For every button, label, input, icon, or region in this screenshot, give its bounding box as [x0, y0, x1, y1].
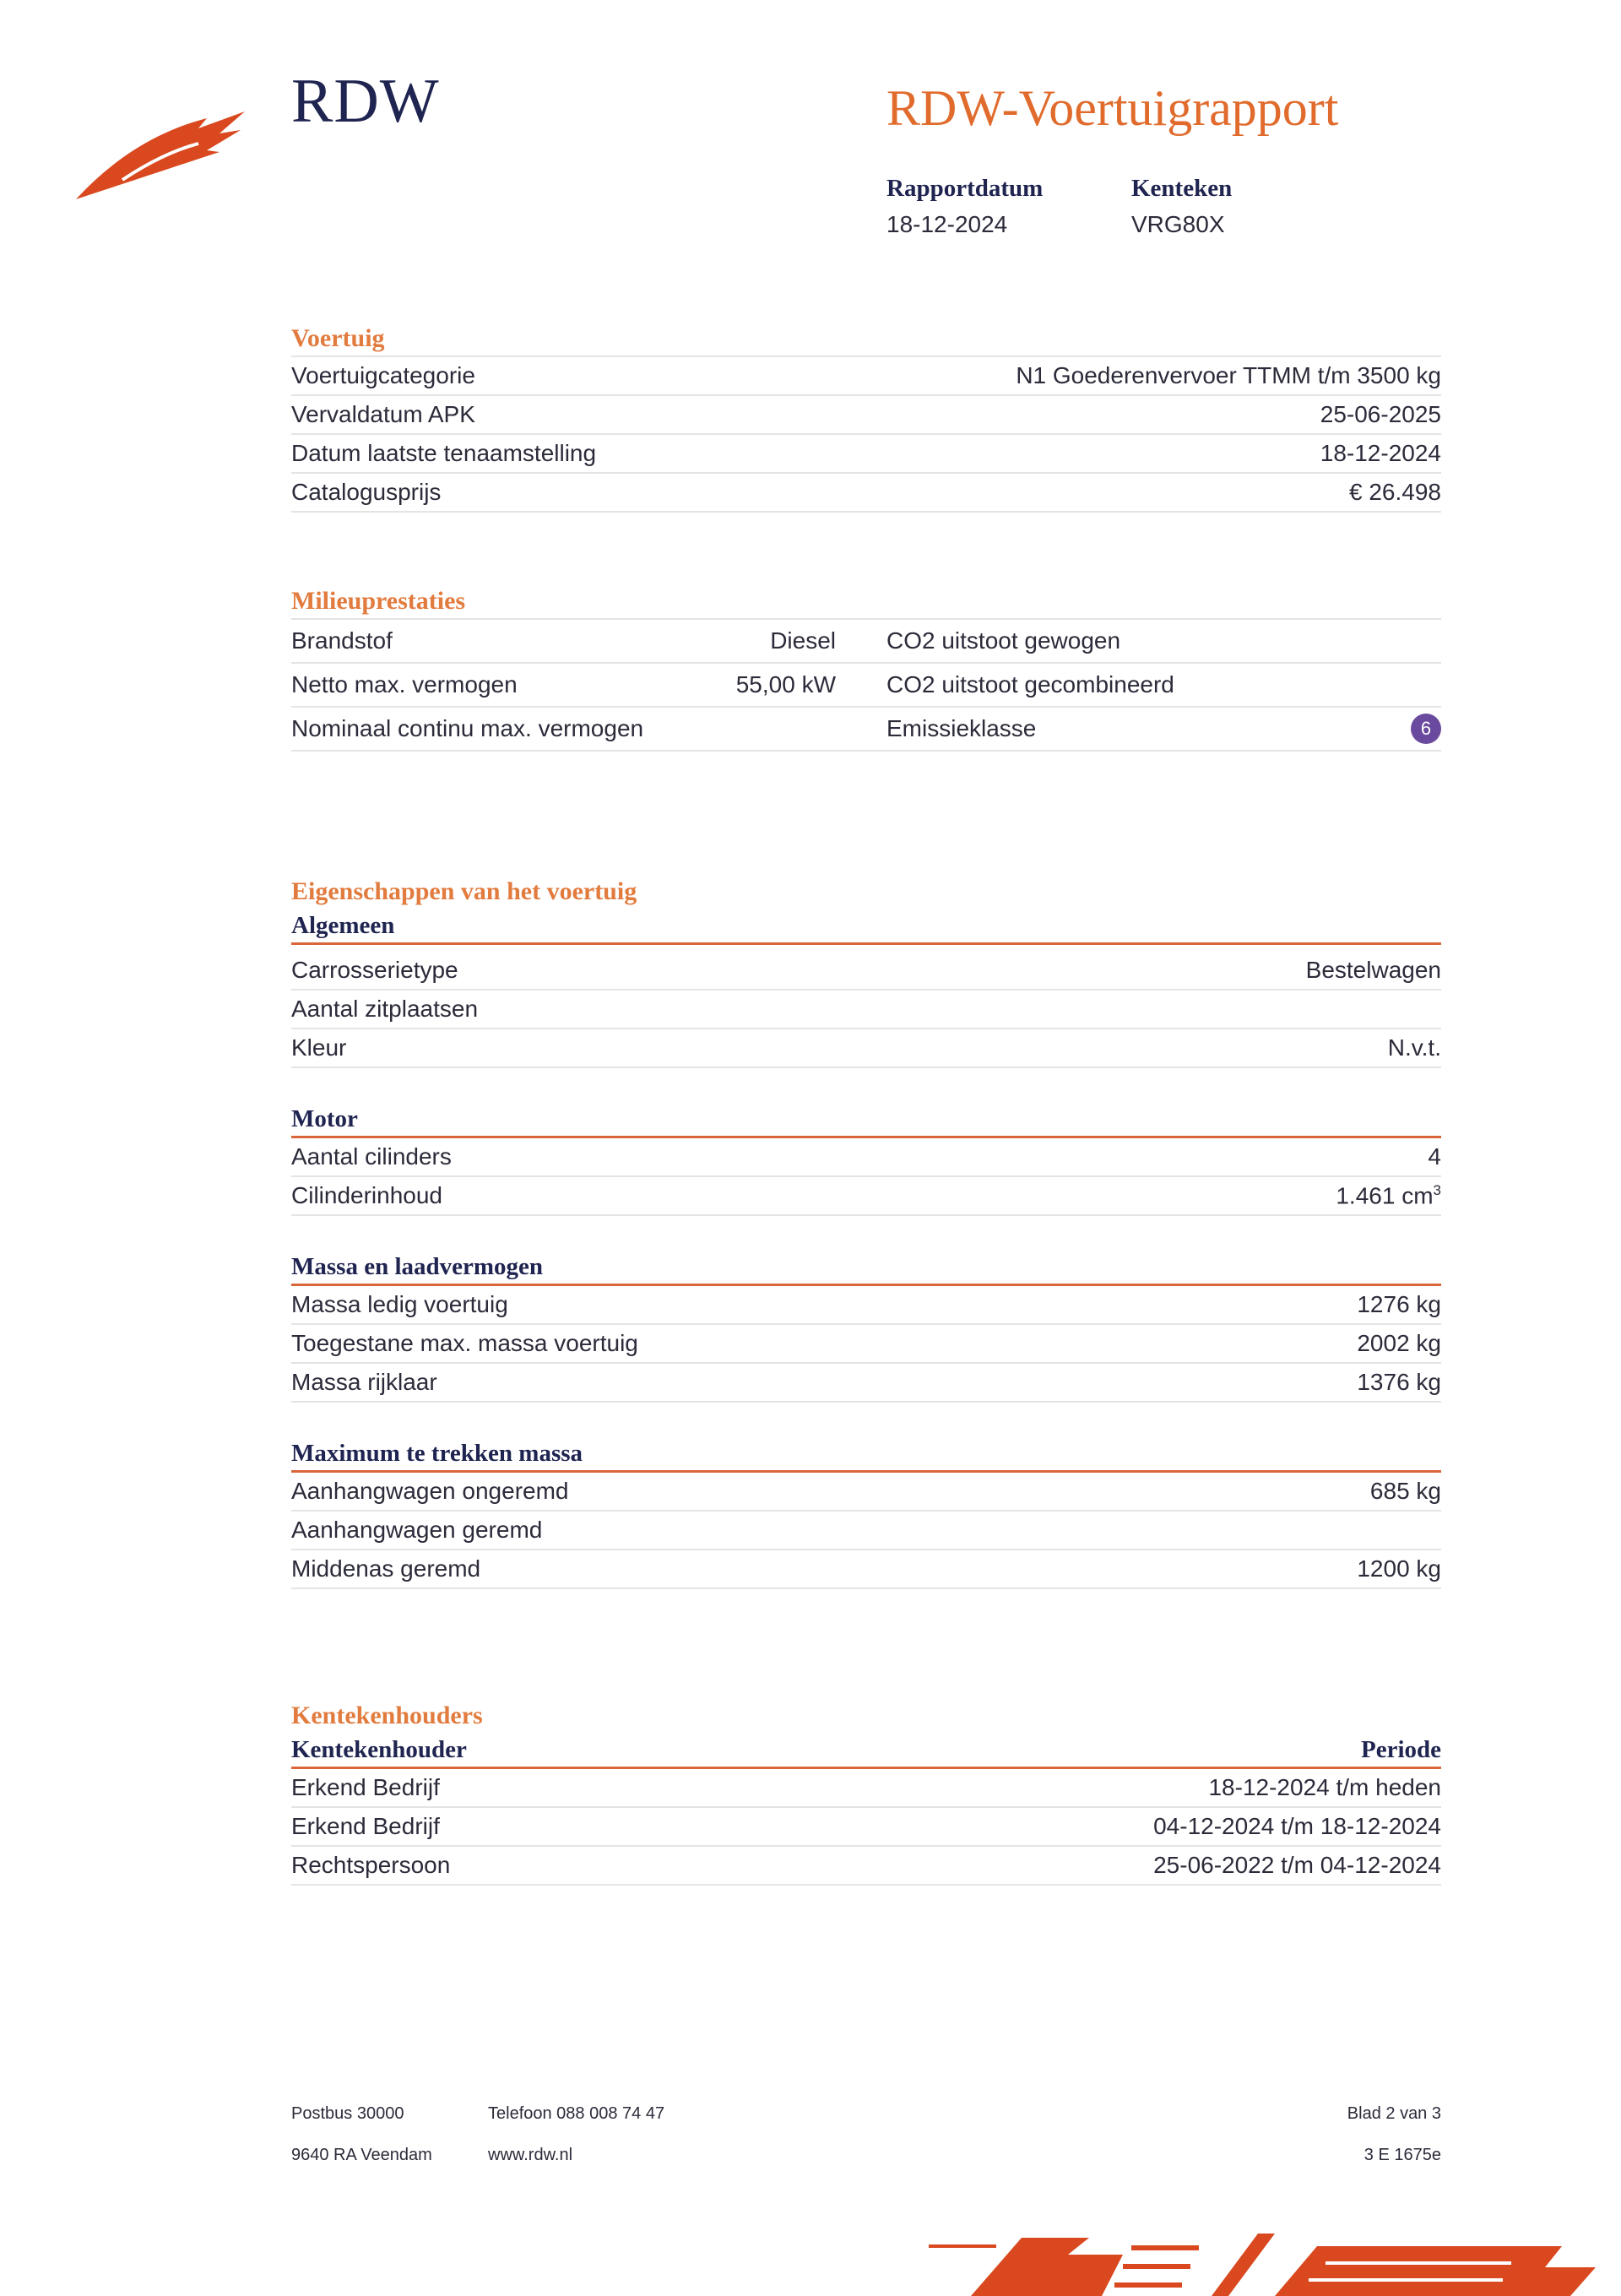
subsection-title-motor: Motor: [291, 1102, 1441, 1138]
section-title: Voertuig: [291, 324, 385, 352]
plate-number: VRG80X: [1131, 211, 1225, 237]
table-row: [291, 1473, 1441, 1512]
table-row: [291, 356, 1441, 396]
row-label: Middenas geremd: [291, 1555, 481, 1582]
emission-class-badge: 6: [1411, 714, 1441, 744]
row-value: 685 kg: [1369, 1478, 1441, 1504]
row-value: 2002 kg: [1357, 1330, 1441, 1356]
row-label-secondary: Emissieklasse: [886, 715, 1037, 741]
table-row: [291, 1364, 1441, 1403]
row-value: Bestelwagen: [1305, 957, 1441, 983]
decorative-stripes-icon: [920, 2229, 1621, 2296]
footer-document-code: 3 E 1675e: [1363, 2146, 1441, 2164]
row-label: Netto max. vermogen: [291, 671, 518, 697]
row-label: Datum laatste tenaamstelling: [291, 440, 597, 466]
table-row: [291, 474, 1441, 513]
row-value: 1200 kg: [1357, 1555, 1441, 1582]
section-milieuprestaties: [291, 584, 1441, 752]
section-title: Kentekenhouders: [291, 1702, 483, 1729]
row-label: Toegestane max. massa voertuig: [291, 1330, 638, 1356]
footer-postbus: Postbus 30000: [291, 2104, 404, 2123]
row-label: Voertuigcategorie: [291, 362, 475, 388]
row-label: Vervaldatum APK: [291, 401, 475, 427]
table-row: [291, 396, 1441, 435]
table-row: [291, 1550, 1441, 1589]
table-row: [291, 1808, 1441, 1847]
section-eigenschappen: [291, 875, 1441, 1589]
section-kentekenhouders: [291, 1699, 1441, 1886]
row-value: 1276 kg: [1357, 1291, 1441, 1317]
section-title: Eigenschappen van het voertuig: [291, 877, 637, 905]
row-label: Erkend Bedrijf: [291, 1813, 440, 1839]
table-row: [291, 1512, 1441, 1550]
table-row: [291, 664, 1441, 708]
section-voertuig: [291, 322, 1441, 513]
row-value: 55,00 kW: [735, 671, 836, 697]
row-value: 25-06-2025: [1320, 401, 1441, 427]
rdw-logo-icon: [72, 100, 266, 205]
footer-city: 9640 RA Veendam: [291, 2146, 432, 2164]
row-label: Aantal cilinders: [291, 1143, 452, 1170]
row-label: Cilinderinhoud: [291, 1182, 443, 1208]
table-row: [291, 435, 1441, 474]
row-label: Brandstof: [291, 627, 393, 654]
table-row: [291, 1847, 1441, 1886]
row-value: 04-12-2024 t/m 18-12-2024: [1153, 1813, 1441, 1839]
row-label: Catalogusprijs: [291, 479, 442, 505]
row-value: N1 Goederenvervoer TTMM t/m 3500 kg: [1016, 362, 1441, 388]
brand-name: RDW: [291, 67, 440, 136]
subsection-title-algemeen: Algemeen: [291, 909, 1441, 945]
row-label: Rechtspersoon: [291, 1852, 451, 1878]
footer-website[interactable]: www.rdw.nl: [488, 2146, 573, 2164]
table-row: [291, 708, 1441, 752]
row-label: Massa ledig voertuig: [291, 1291, 508, 1317]
row-label-secondary: CO2 uitstoot gewogen: [886, 627, 1121, 654]
report-date-label: Rapportdatum: [886, 175, 1044, 202]
footer-phone: Telefoon 088 008 74 47: [488, 2104, 665, 2123]
report-title: RDW-Voertuigrapport: [886, 80, 1339, 136]
table-header: [291, 1733, 1441, 1769]
table-row: [291, 1029, 1441, 1068]
row-label: Aantal zitplaatsen: [291, 996, 479, 1022]
subsection-title-trekken: Maximum te trekken massa: [291, 1436, 1441, 1473]
row-label: Aanhangwagen geremd: [291, 1517, 543, 1543]
row-value: N.v.t.: [1387, 1034, 1441, 1061]
table-row: [291, 1286, 1441, 1325]
section-title: Milieuprestaties: [291, 587, 466, 615]
row-value: 18-12-2024 t/m heden: [1208, 1774, 1441, 1800]
row-value: 25-06-2022 t/m 04-12-2024: [1153, 1852, 1441, 1878]
table-row: [291, 1138, 1441, 1177]
table-row: [291, 618, 1441, 664]
row-label-secondary: CO2 uitstoot gecombineerd: [886, 671, 1174, 697]
row-label: Carrosserietype: [291, 957, 458, 983]
subsection-title-massa: Massa en laadvermogen: [291, 1250, 1441, 1286]
report-date: 18-12-2024: [886, 211, 1008, 237]
row-value: 4: [1428, 1143, 1441, 1170]
column-header-holder: Kentekenhouder: [291, 1736, 467, 1763]
row-value: 1376 kg: [1357, 1369, 1441, 1395]
row-label: Aanhangwagen ongeremd: [291, 1478, 569, 1504]
table-row: [291, 1769, 1441, 1808]
row-label: Nominaal continu max. vermogen: [291, 715, 644, 741]
row-label: Massa rijklaar: [291, 1369, 437, 1395]
plate-label: Kenteken: [1131, 175, 1233, 202]
row-value: 1.461 cm: [1336, 1182, 1434, 1209]
table-row: [291, 1177, 1441, 1216]
footer-page-number: Blad 2 van 3: [1347, 2104, 1441, 2123]
table-row: [291, 952, 1441, 991]
row-label: Erkend Bedrijf: [291, 1774, 440, 1800]
table-row: [291, 1325, 1441, 1364]
table-row: [291, 991, 1441, 1029]
row-value: € 26.498: [1349, 479, 1441, 505]
unit-superscript: 3: [1433, 1181, 1441, 1198]
row-value: 18-12-2024: [1320, 440, 1441, 466]
row-label: Kleur: [291, 1034, 347, 1061]
column-header-period: Periode: [1360, 1736, 1441, 1763]
row-value: Diesel: [770, 627, 836, 654]
